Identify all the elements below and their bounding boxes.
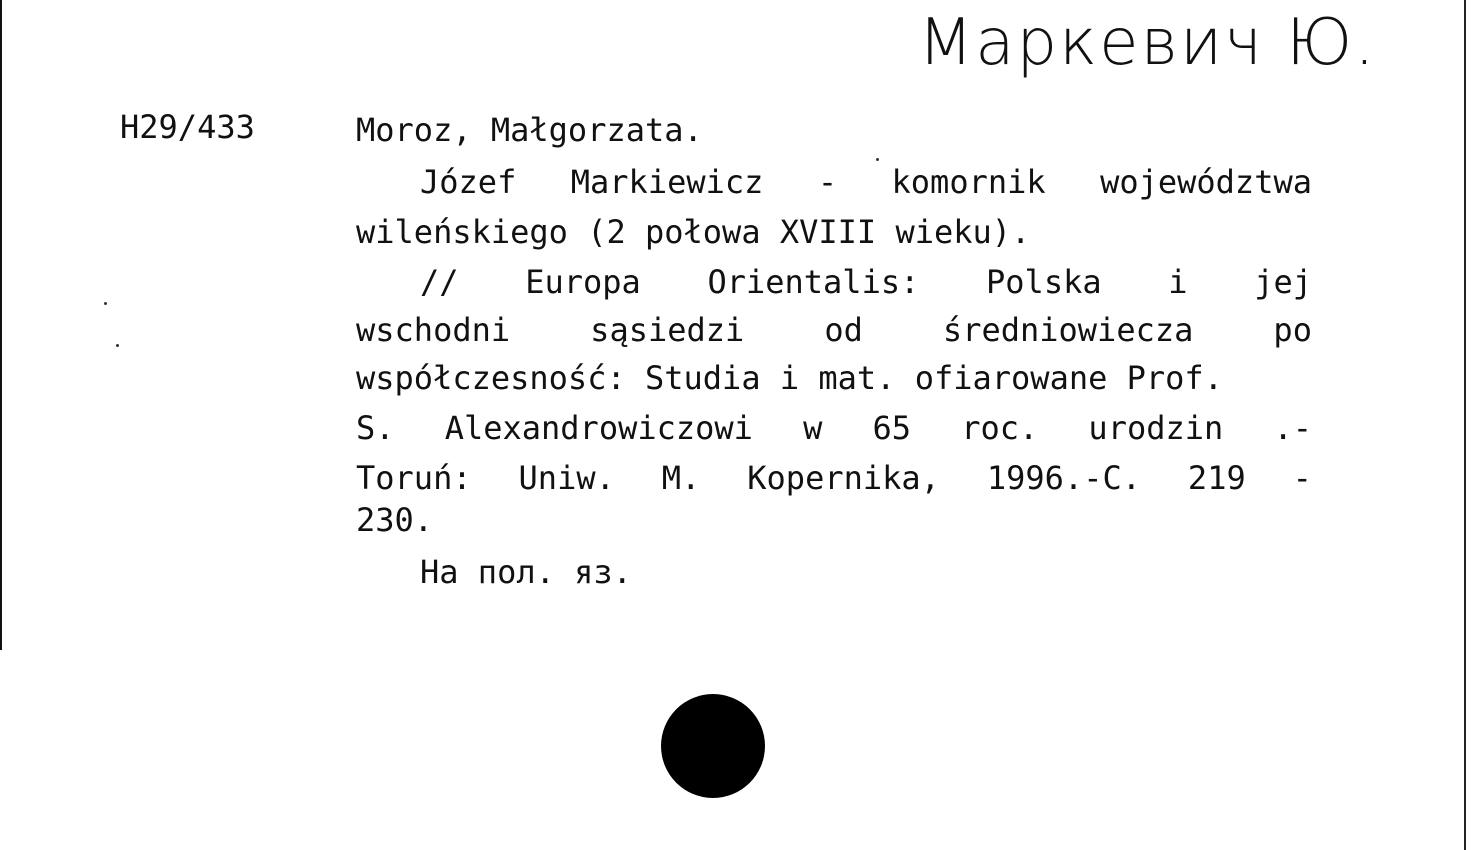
punch-hole <box>661 694 765 798</box>
title-word: - <box>817 163 838 201</box>
source-word: Orientalis: <box>707 263 920 301</box>
card-right-edge <box>1464 0 1466 850</box>
title-word: Józef <box>420 163 517 201</box>
card-left-edge <box>0 0 2 650</box>
source-word: urodzin <box>1088 409 1224 447</box>
source-line-3: współczesność: Studia i mat. ofiarowane Prof. <box>356 359 1223 397</box>
title-line-2: wileńskiego (2 połowa XVIII wieku). <box>356 213 1031 251</box>
shelfmark: H29/433 <box>120 108 255 146</box>
source-word: Uniw. <box>518 459 615 497</box>
source-line-4 <box>356 409 1312 447</box>
source-word: Toruń: <box>356 459 472 497</box>
title-line-1 <box>420 163 1312 201</box>
source-line-2 <box>356 311 1312 349</box>
source-word: Alexandrowiczowi <box>444 409 753 447</box>
source-word: roc. <box>961 409 1039 447</box>
handwritten-heading: Маркевич Ю. <box>918 6 1377 80</box>
scan-speck <box>104 302 107 305</box>
source-word: od <box>824 311 863 349</box>
scan-speck <box>876 158 879 161</box>
language-note: На пол. яз. <box>420 553 632 591</box>
source-word: jej <box>1254 263 1312 301</box>
source-word: 1996.-С. <box>986 459 1141 497</box>
source-word: wschodni <box>356 311 511 349</box>
source-word: // <box>420 263 459 301</box>
source-word: 65 <box>872 409 912 447</box>
source-word: w <box>803 409 823 447</box>
source-word: średniowiecza <box>942 311 1194 349</box>
source-word: i <box>1168 263 1188 301</box>
source-line-1 <box>420 263 1312 301</box>
source-word: 219 <box>1187 459 1246 497</box>
source-word: Polska <box>986 263 1102 301</box>
source-word: Kopernika, <box>747 459 940 497</box>
author-line: Moroz, Małgorzata. <box>356 111 703 149</box>
title-word: Markiewicz <box>570 163 764 201</box>
source-line-5 <box>356 459 1312 497</box>
source-word: S. <box>356 409 395 447</box>
source-word: - <box>1292 459 1312 497</box>
title-word: komornik <box>891 163 1046 201</box>
source-word: sąsiedzi <box>590 311 745 349</box>
source-word: .- <box>1273 409 1312 447</box>
scan-speck <box>116 344 119 347</box>
source-word: Europa <box>525 263 641 301</box>
source-word: po <box>1273 311 1312 349</box>
source-word: M. <box>661 459 701 497</box>
title-word: województwa <box>1100 163 1312 201</box>
source-line-6: 230. <box>356 501 434 539</box>
